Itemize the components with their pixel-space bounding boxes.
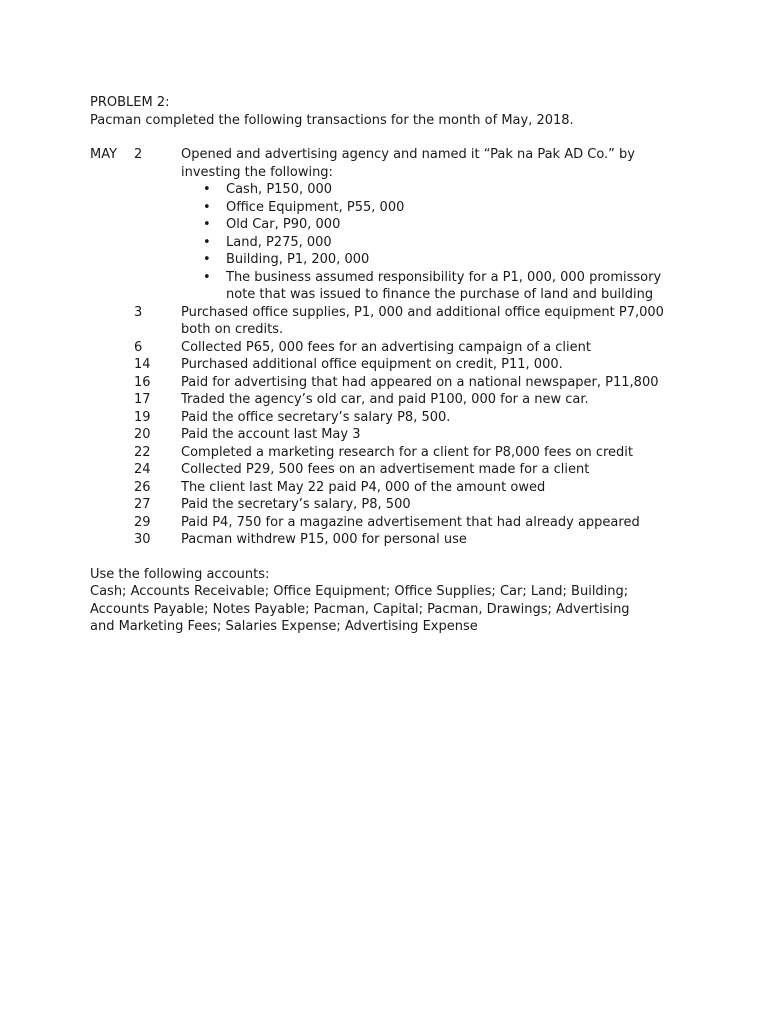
problem-header (90, 94, 690, 129)
transaction-day: 22 (134, 444, 151, 460)
bullet-icon: • (203, 199, 211, 215)
bullet-continuation (181, 286, 690, 304)
bullet-item (181, 269, 690, 287)
transaction-day: 3 (134, 304, 143, 320)
transaction-text-line: investing the following: (181, 164, 333, 180)
transaction-row (90, 531, 690, 549)
transaction-day: 6 (134, 339, 143, 355)
transaction-row (90, 304, 690, 339)
transaction-description (181, 444, 690, 462)
bullet-item (181, 216, 690, 234)
transaction-description (181, 461, 690, 479)
transaction-text-line: Collected P29, 500 fees on an advertisement made for a client (181, 462, 590, 477)
transaction-row (90, 409, 690, 427)
bullet-icon: • (203, 234, 211, 250)
transaction-day: 20 (134, 427, 151, 442)
problem-intro: Pacman completed the following transactions for the month of May, 2018. (90, 112, 574, 128)
transaction-row (90, 444, 690, 462)
transaction-description (181, 496, 690, 514)
transaction-text-line: Paid the account last May 3 (181, 427, 361, 442)
transaction-day: 24 (134, 462, 151, 477)
transaction-description (181, 514, 690, 532)
transaction-text-line: Paid for advertising that had appeared on a national newspaper, P11,800 (181, 374, 659, 390)
transaction-day: 30 (134, 532, 151, 547)
transaction-text-line: Traded the agency’s old car, and paid P100, 000 for a new car. (181, 392, 589, 407)
bullet-icon: • (203, 182, 211, 197)
transaction-row (90, 479, 690, 497)
transaction-row (90, 496, 690, 514)
transaction-text-line: Paid the secretary’s salary, P8, 500 (181, 497, 411, 512)
document-page (90, 94, 690, 636)
bullet-item (181, 181, 690, 199)
transaction-text-line: both on credits. (181, 322, 284, 337)
transaction-row (90, 514, 690, 532)
investment-bullet-list (181, 181, 690, 304)
transaction-description (181, 409, 690, 427)
transaction-description (181, 339, 690, 357)
transaction-row (90, 391, 690, 409)
bullet-item (181, 251, 690, 269)
transaction-description (181, 374, 690, 392)
transaction-day: 17 (134, 392, 151, 407)
transaction-row (90, 426, 690, 444)
transaction-day: 16 (134, 374, 151, 390)
bullet-icon: • (203, 269, 211, 285)
transaction-description (181, 479, 690, 497)
transaction-row (90, 339, 690, 357)
bullet-text: Office Equipment, P55, 000 (226, 199, 405, 215)
transaction-day: 19 (134, 409, 151, 425)
accounts-line: Accounts Payable; Notes Payable; Pacman, Capital; Pacman, Drawings; Advertising (90, 601, 630, 617)
accounts-heading: Use the following accounts: (90, 566, 270, 582)
bullet-text: Old Car, P90, 000 (226, 217, 341, 232)
transaction-row (90, 146, 690, 304)
transaction-text-line: Collected P65, 000 fees for an advertising campaign of a client (181, 339, 591, 355)
transaction-description (181, 304, 690, 339)
transaction-row (90, 461, 690, 479)
bullet-text: The business assumed responsibility for a P1, 000, 000 promissory (226, 269, 662, 285)
month-label: MAY (90, 147, 118, 162)
bullet-item (181, 199, 690, 217)
transactions-list (90, 146, 690, 549)
transaction-description (181, 391, 690, 409)
transaction-description (181, 146, 690, 304)
transaction-day: 14 (134, 357, 151, 372)
transaction-description (181, 426, 690, 444)
transaction-day: 26 (134, 479, 151, 495)
transaction-description (181, 531, 690, 549)
accounts-line: Cash; Accounts Receivable; Office Equipment; Office Supplies; Car; Land; Building; (90, 584, 629, 599)
transaction-text-line: Completed a marketing research for a client for P8,000 fees on credit (181, 444, 633, 460)
transaction-text-line: The client last May 22 paid P4, 000 of the amount owed (181, 479, 546, 495)
accounts-section (90, 566, 690, 636)
bullet-text: Land, P275, 000 (226, 234, 332, 250)
transaction-text-line: Pacman withdrew P15, 000 for personal use (181, 532, 467, 547)
bullet-text: note that was issued to finance the purchase of land and building (226, 287, 654, 302)
transaction-text-line: Purchased additional office equipment on credit, P11, 000. (181, 357, 563, 372)
transaction-text-line: Paid the office secretary’s salary P8, 500. (181, 409, 451, 425)
transaction-day: 27 (134, 497, 151, 512)
transaction-text-line: Paid P4, 750 for a magazine advertisement that had already appeared (181, 514, 640, 530)
transaction-text-line: Opened and advertising agency and named it “Pak na Pak AD Co.” by (181, 147, 635, 162)
transaction-day: 2 (134, 147, 143, 162)
transaction-row (90, 356, 690, 374)
bullet-icon: • (203, 252, 211, 267)
bullet-text: Cash, P150, 000 (226, 182, 333, 197)
transaction-day: 29 (134, 514, 151, 530)
transaction-description (181, 356, 690, 374)
bullet-text: Building, P1, 200, 000 (226, 252, 370, 267)
problem-title: PROBLEM 2: (90, 95, 170, 110)
transaction-row (90, 374, 690, 392)
transaction-text-line: Purchased office supplies, P1, 000 and additional office equipment P7,000 (181, 304, 664, 320)
accounts-line: and Marketing Fees; Salaries Expense; Advertising Expense (90, 619, 478, 634)
bullet-item (181, 234, 690, 252)
bullet-icon: • (203, 217, 211, 232)
